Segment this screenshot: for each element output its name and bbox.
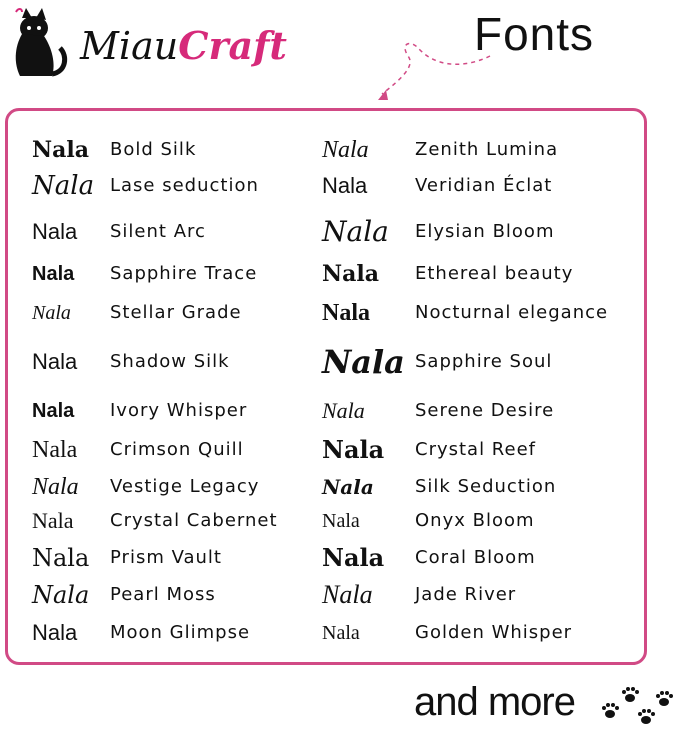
font-name: Lase seduction [110, 175, 259, 196]
font-name: Elysian Bloom [415, 221, 555, 242]
font-name: Jade River [415, 584, 517, 605]
font-name: Crystal Reef [415, 439, 536, 460]
font-name: Ivory Whisper [110, 400, 248, 421]
font-sample: Nala [322, 398, 365, 423]
font-row [30, 470, 330, 504]
font-row [320, 215, 620, 249]
font-row [30, 541, 330, 575]
font-name: Stellar Grade [110, 302, 242, 323]
font-row [320, 541, 620, 575]
font-sample: Nala [322, 137, 369, 163]
font-row [320, 433, 620, 467]
font-sample: Nala [322, 510, 360, 532]
font-row [30, 578, 330, 612]
font-sample: Nala [32, 171, 95, 201]
font-name: Coral Bloom [415, 547, 536, 568]
font-row [30, 433, 330, 467]
font-sample: Nala [322, 300, 370, 326]
font-row [30, 257, 330, 291]
font-name: Bold Silk [110, 139, 197, 160]
font-sample: Nala [32, 263, 75, 285]
font-name: Silk Seduction [415, 476, 557, 497]
font-row [30, 296, 330, 330]
font-sample: Nala [322, 343, 405, 381]
font-row [320, 169, 620, 203]
font-row [320, 470, 620, 504]
font-name: Sapphire Trace [110, 263, 258, 284]
font-row [320, 133, 620, 167]
font-row [30, 133, 330, 167]
font-sample: Nala [32, 508, 74, 533]
font-sample: Nala [32, 581, 90, 609]
font-sample: Nala [32, 544, 90, 572]
font-row [30, 345, 330, 379]
font-name: Sapphire Soul [415, 351, 553, 372]
brand-name-part1: Miau [80, 24, 179, 68]
dashed-arrow-icon [370, 30, 500, 110]
brand-logo [8, 4, 287, 82]
font-sample: Nala [32, 219, 78, 244]
font-name: Silent Arc [110, 221, 206, 242]
font-sample: Nala [32, 349, 78, 374]
font-sample: Nala [322, 435, 385, 464]
font-name: Pearl Moss [110, 584, 216, 605]
font-row [320, 257, 620, 291]
font-row [320, 504, 620, 538]
font-row [320, 394, 620, 428]
font-name: Nocturnal elegance [415, 302, 609, 323]
font-name: Shadow Silk [110, 351, 230, 372]
font-sample: Nala [32, 620, 78, 645]
font-row [30, 169, 330, 203]
brand-name-part2: Craft [178, 23, 287, 68]
paw-prints-icon [596, 684, 676, 730]
font-name: Crimson Quill [110, 439, 244, 460]
font-sample: Nala [32, 137, 89, 163]
font-name: Ethereal beauty [415, 263, 574, 284]
font-name: Vestige Legacy [110, 476, 260, 497]
font-sample: Nala [32, 400, 75, 422]
font-row [30, 215, 330, 249]
font-name: Veridian Éclat [415, 175, 553, 196]
font-row [30, 616, 330, 650]
font-row [320, 578, 620, 612]
brand-name [80, 24, 287, 68]
font-sample: Nala [32, 474, 79, 500]
and-more-label: and more [414, 680, 575, 724]
font-name: Zenith Lumina [415, 139, 559, 160]
font-row [320, 616, 620, 650]
font-sample: Nala [322, 475, 374, 499]
font-name: Onyx Bloom [415, 510, 535, 531]
font-row [30, 394, 330, 428]
font-sample: Nala [322, 173, 368, 198]
font-name: Serene Desire [415, 400, 555, 421]
font-row [320, 345, 620, 379]
font-row [30, 504, 330, 538]
font-sample: Nala [32, 302, 71, 324]
font-sample: Nala [32, 437, 78, 463]
page-title: Fonts [474, 8, 595, 60]
font-sample: Nala [322, 261, 379, 287]
cat-logo-icon [8, 4, 78, 82]
font-name: Crystal Cabernet [110, 510, 278, 531]
font-sample: Nala [322, 543, 385, 572]
font-name: Golden Whisper [415, 622, 573, 643]
font-name: Prism Vault [110, 547, 222, 568]
font-sample: Nala [322, 622, 360, 644]
font-sample: Nala [322, 580, 373, 609]
font-sample: Nala [322, 215, 389, 248]
font-name: Moon Glimpse [110, 622, 251, 643]
font-row [320, 296, 620, 330]
